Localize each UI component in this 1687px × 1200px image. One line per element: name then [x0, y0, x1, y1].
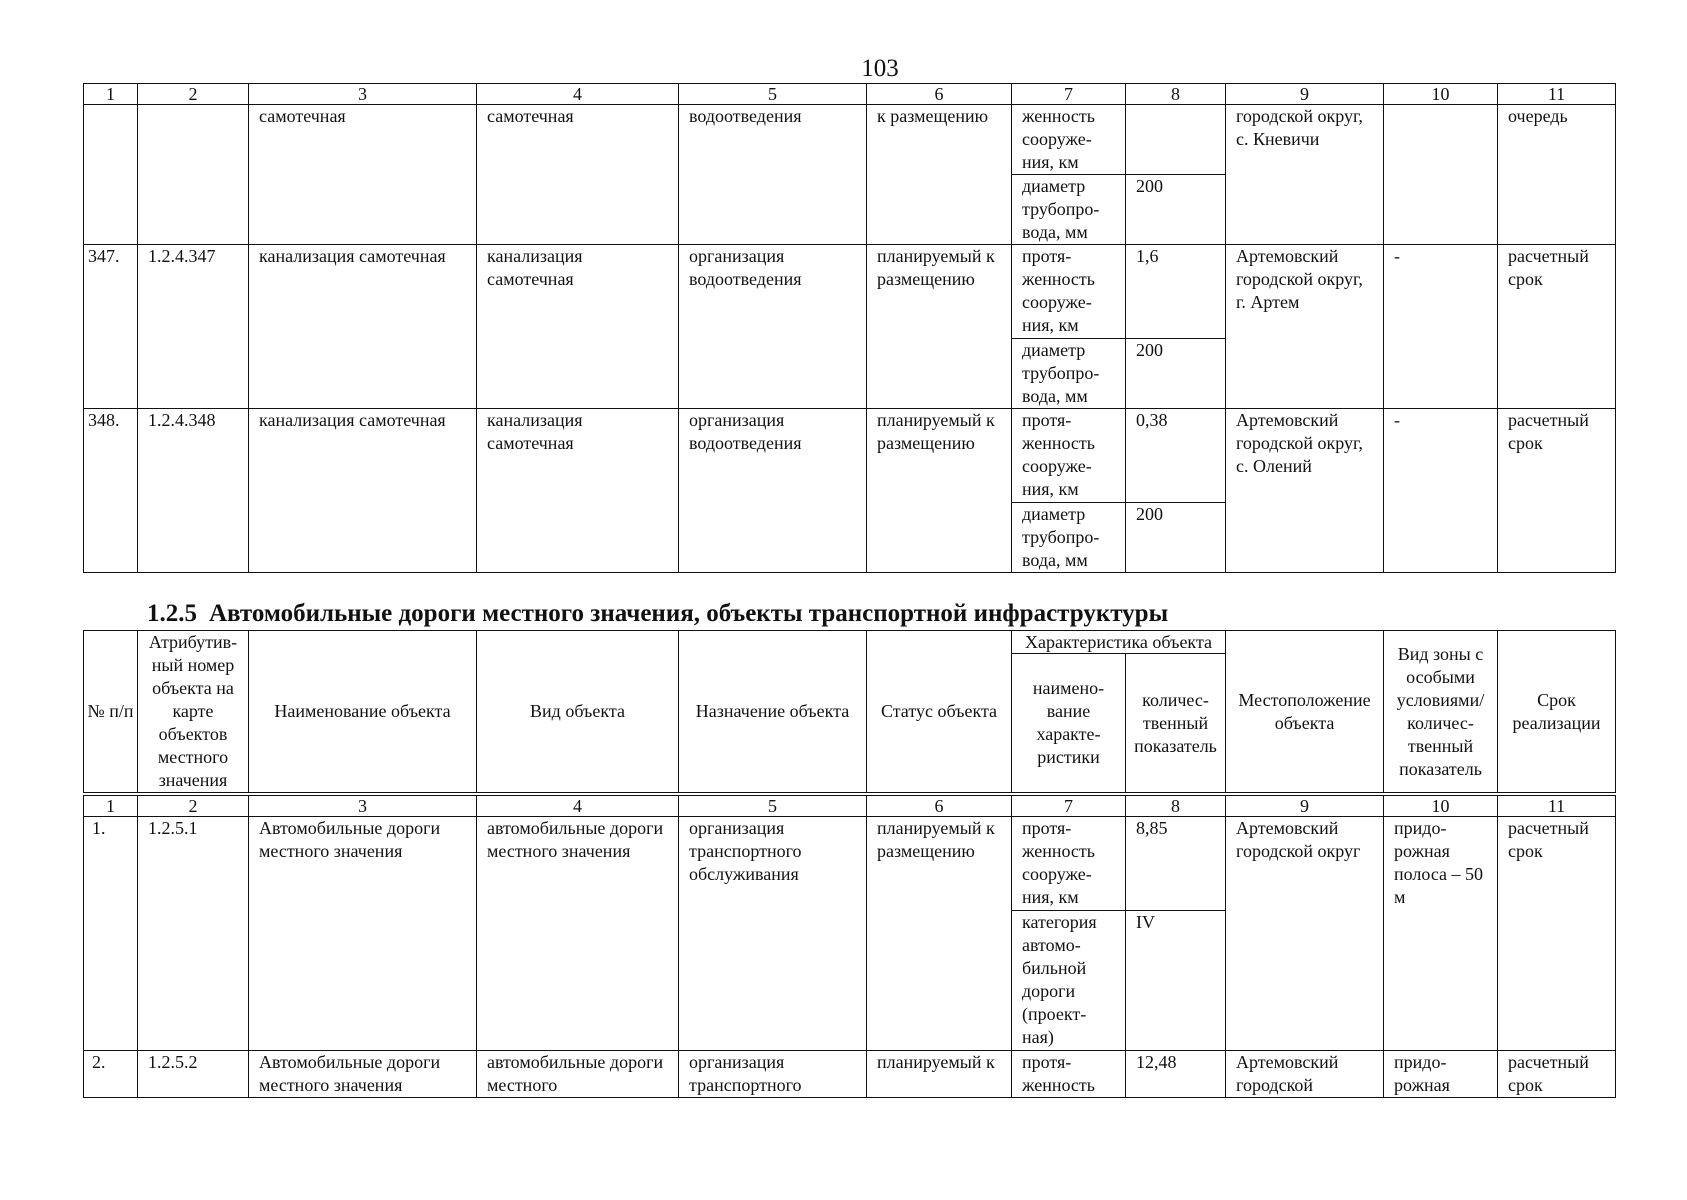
- characteristic-value-cell: [1126, 105, 1226, 175]
- header-num: № п/п: [84, 631, 138, 795]
- object-purpose-cell: водоотведения: [679, 105, 867, 245]
- zone-cell: -: [1384, 409, 1498, 573]
- column-number: 4: [477, 794, 679, 817]
- object-status-cell: планируемый к: [867, 1051, 1012, 1098]
- header-object-status: Статус объекта: [867, 631, 1012, 795]
- header-object-purpose: Назначение объекта: [679, 631, 867, 795]
- column-number: 3: [249, 794, 477, 817]
- column-number: 8: [1126, 84, 1226, 105]
- column-number: 10: [1384, 84, 1498, 105]
- attribute-number-cell: 1.2.5.2: [138, 1051, 249, 1098]
- column-number-row: [84, 84, 1616, 105]
- header-object-name: Наименование объекта: [249, 631, 477, 795]
- object-status-cell: планируемый к размещению: [867, 409, 1012, 573]
- header-characteristic-name: наимено-вание характе-ристики: [1012, 654, 1126, 794]
- characteristic-name-cell: диаметр трубопро-вода, мм: [1012, 175, 1126, 245]
- attribute-number-cell: 1.2.5.1: [138, 817, 249, 1051]
- table-row: [84, 245, 1616, 339]
- column-number: 6: [867, 794, 1012, 817]
- water-disposal-table: [83, 83, 1616, 573]
- row-number-cell: 1.: [84, 817, 138, 1051]
- characteristic-value-cell: 1,6: [1126, 245, 1226, 339]
- zone-cell: -: [1384, 245, 1498, 409]
- section-number: 1.2.5: [147, 600, 197, 627]
- attribute-number-cell: [138, 105, 249, 245]
- characteristic-value-cell: 0,38: [1126, 409, 1226, 503]
- characteristic-name-cell: женность сооруже-ния, км: [1012, 105, 1126, 175]
- zone-cell: придо-рожная: [1384, 1051, 1498, 1098]
- header-row: [84, 631, 1616, 654]
- object-name-cell: самотечная: [249, 105, 477, 245]
- object-kind-cell: автомобильные дороги местного: [477, 1051, 679, 1098]
- column-number: 5: [679, 84, 867, 105]
- term-cell: очередь: [1498, 105, 1616, 245]
- term-cell: расчетный срок: [1498, 817, 1616, 1051]
- table-row: [84, 409, 1616, 503]
- column-number: 6: [867, 84, 1012, 105]
- term-cell: расчетный срок: [1498, 409, 1616, 573]
- characteristic-value-cell: IV: [1126, 911, 1226, 1051]
- object-name-cell: канализация самотечная: [249, 245, 477, 409]
- column-number: 2: [138, 84, 249, 105]
- object-kind-cell: самотечная: [477, 105, 679, 245]
- object-status-cell: планируемый к размещению: [867, 817, 1012, 1051]
- row-number-cell: [84, 105, 138, 245]
- characteristic-value-cell: 200: [1126, 339, 1226, 409]
- object-kind-cell: автомобильные дороги местного значения: [477, 817, 679, 1051]
- table-row: [84, 817, 1616, 911]
- location-cell: Артемовский городской: [1226, 1051, 1384, 1098]
- characteristic-value-cell: 8,85: [1126, 817, 1226, 911]
- column-number: 9: [1226, 794, 1384, 817]
- attribute-number-cell: 1.2.4.348: [138, 409, 249, 573]
- object-status-cell: планируемый к размещению: [867, 245, 1012, 409]
- column-number: 10: [1384, 794, 1498, 817]
- row-number-cell: 2.: [84, 1051, 138, 1098]
- object-status-cell: к размещению: [867, 105, 1012, 245]
- row-number-cell: 348.: [84, 409, 138, 573]
- object-purpose-cell: организация водоотведения: [679, 245, 867, 409]
- characteristic-value-cell: 12,48: [1126, 1051, 1226, 1098]
- object-name-cell: канализация самотечная: [249, 409, 477, 573]
- column-number: 4: [477, 84, 679, 105]
- zone-cell: [1384, 105, 1498, 245]
- column-number: 2: [138, 794, 249, 817]
- characteristic-name-cell: диаметр трубопро-вода, мм: [1012, 503, 1126, 573]
- object-purpose-cell: организация транспортного: [679, 1051, 867, 1098]
- term-cell: расчетный срок: [1498, 1051, 1616, 1098]
- header-zone: Вид зоны с особыми условиями/ количес-твенный показатель: [1384, 631, 1498, 795]
- column-number: 1: [84, 794, 138, 817]
- column-number: 9: [1226, 84, 1384, 105]
- object-kind-cell: канализация самотечная: [477, 245, 679, 409]
- characteristic-value-cell: 200: [1126, 175, 1226, 245]
- object-name-cell: Автомобильные дороги местного значения: [249, 1051, 477, 1098]
- header-location: Местоположение объекта: [1226, 631, 1384, 795]
- object-name-cell: Автомобильные дороги местного значения: [249, 817, 477, 1051]
- column-number: 7: [1012, 794, 1126, 817]
- header-attribute-number: Атрибутив-ный номер объекта на карте объектов местного значения: [138, 631, 249, 795]
- location-cell: Артемовский городской округ, с. Олений: [1226, 409, 1384, 573]
- characteristic-name-cell: протя-женность сооруже-ния, км: [1012, 817, 1126, 911]
- section-heading: [147, 600, 1168, 628]
- term-cell: расчетный срок: [1498, 245, 1616, 409]
- column-number: 11: [1498, 794, 1616, 817]
- column-number: 1: [84, 84, 138, 105]
- object-kind-cell: канализация самотечная: [477, 409, 679, 573]
- header-characteristic-group: Характеристика объекта: [1012, 631, 1226, 654]
- column-number-row: [84, 794, 1616, 817]
- column-number: 8: [1126, 794, 1226, 817]
- column-number: 7: [1012, 84, 1126, 105]
- page-number: 103: [861, 55, 899, 82]
- characteristic-name-cell: протя-женность сооруже-ния, км: [1012, 245, 1126, 339]
- location-cell: Артемовский городской округ, г. Артем: [1226, 245, 1384, 409]
- location-cell: городской округ, с. Кневичи: [1226, 105, 1384, 245]
- object-purpose-cell: организация водоотведения: [679, 409, 867, 573]
- zone-cell: придо-рожная полоса – 50 м: [1384, 817, 1498, 1051]
- section-title: Автомобильные дороги местного значения, объекты транспортной инфраструктуры: [209, 600, 1169, 627]
- column-number: 3: [249, 84, 477, 105]
- header-characteristic-value: количес-твенный показатель: [1126, 654, 1226, 794]
- characteristic-name-cell: диаметр трубопро-вода, мм: [1012, 339, 1126, 409]
- header-term: Срок реализации: [1498, 631, 1616, 795]
- roads-table: [83, 630, 1616, 1098]
- row-number-cell: 347.: [84, 245, 138, 409]
- characteristic-name-cell: протя-женность: [1012, 1051, 1126, 1098]
- characteristic-name-cell: протя-женность сооруже-ния, км: [1012, 409, 1126, 503]
- table-row: [84, 1051, 1616, 1098]
- characteristic-value-cell: 200: [1126, 503, 1226, 573]
- object-purpose-cell: организация транспортного обслуживания: [679, 817, 867, 1051]
- attribute-number-cell: 1.2.4.347: [138, 245, 249, 409]
- header-object-kind: Вид объекта: [477, 631, 679, 795]
- characteristic-name-cell: категория автомо-бильной дороги (проект-ная): [1012, 911, 1126, 1051]
- column-number: 11: [1498, 84, 1616, 105]
- column-number: 5: [679, 794, 867, 817]
- table-row: [84, 105, 1616, 175]
- location-cell: Артемовский городской округ: [1226, 817, 1384, 1051]
